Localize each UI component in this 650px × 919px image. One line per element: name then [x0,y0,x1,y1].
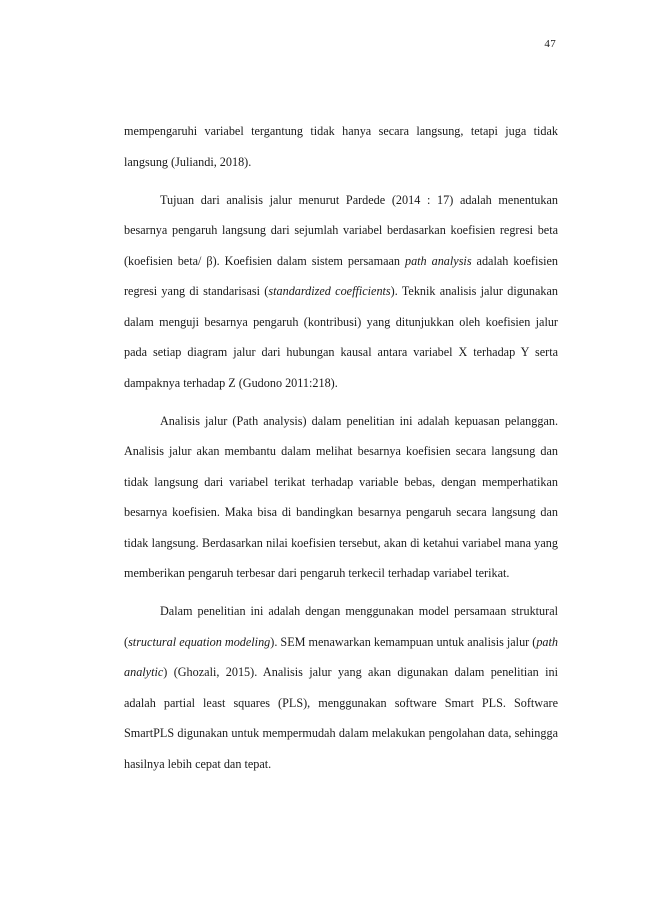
paragraph [124,596,558,779]
italic-term: structural equation modeling [128,634,271,649]
text-run: mempengaruhi variabel tergantung tidak hanya secara langsung, tetapi juga tidak langsung (Juliandi, 2018). [124,124,558,169]
italic-term: path analytic [124,634,558,679]
text-run: Dalam penelitian ini adalah dengan menggunakan model persamaan struktural ( [124,604,558,649]
italic-term: standardized coefficients [268,284,391,298]
text-run: ) (Ghozali, 2015). Analisis jalur yang akan digunakan dalam penelitian ini adalah partial least squares (PLS), menggunakan software Smart PLS. Software SmartPLS digunakan untuk mempermudah dalam melakukan pengolahan data, sehingga hasilnya lebih cepat dan tepat. [124,665,558,771]
text-run: ). SEM menawarkan kemampuan untuk analisis jalur ( [270,634,537,649]
page-number: 47 [544,38,556,50]
paragraph [124,185,558,399]
text-run: ). Teknik analisis jalur digunakan dalam menguji besarnya pengaruh (kontribusi) yang ditunjukkan oleh koefisien jalur pada setiap diagram jalur dari hubungan kausal antara variabel X terhadap Y serta dampaknya terhadap Z (Gudono 2011:218). [124,284,558,390]
body-text [124,116,558,779]
paragraph [124,406,558,589]
paragraph [124,116,558,177]
text-run: adalah koefisien regresi yang di standarisasi ( [124,253,558,298]
text-run: Analisis jalur (Path analysis) dalam penelitian ini adalah kepuasan pelanggan. Analisis jalur akan membantu dalam melihat besarnya koefisien secara langsung dan tidak langsung dari variabel terikat terhadap variable bebas, dengan memperhatikan besarnya koefisien. Maka bisa di bandingkan besarnya pengaruh secara langsung dan tidak langsung. Berdasarkan nilai koefisien tersebut, akan di ketahui variabel mana yang memberikan pengaruh terbesar dari pengaruh terkecil terhadap variabel terikat. [124,413,558,580]
italic-term: path analysis [404,253,472,268]
text-run: Tujuan dari analisis jalur menurut Pardede (2014 : 17) adalah menentukan besarnya pengaruh langsung dari sejumlah variabel berdasarkan koefisien regresi beta (koefisien beta/ β). Koefisien dalam sistem persamaan [124,192,558,268]
